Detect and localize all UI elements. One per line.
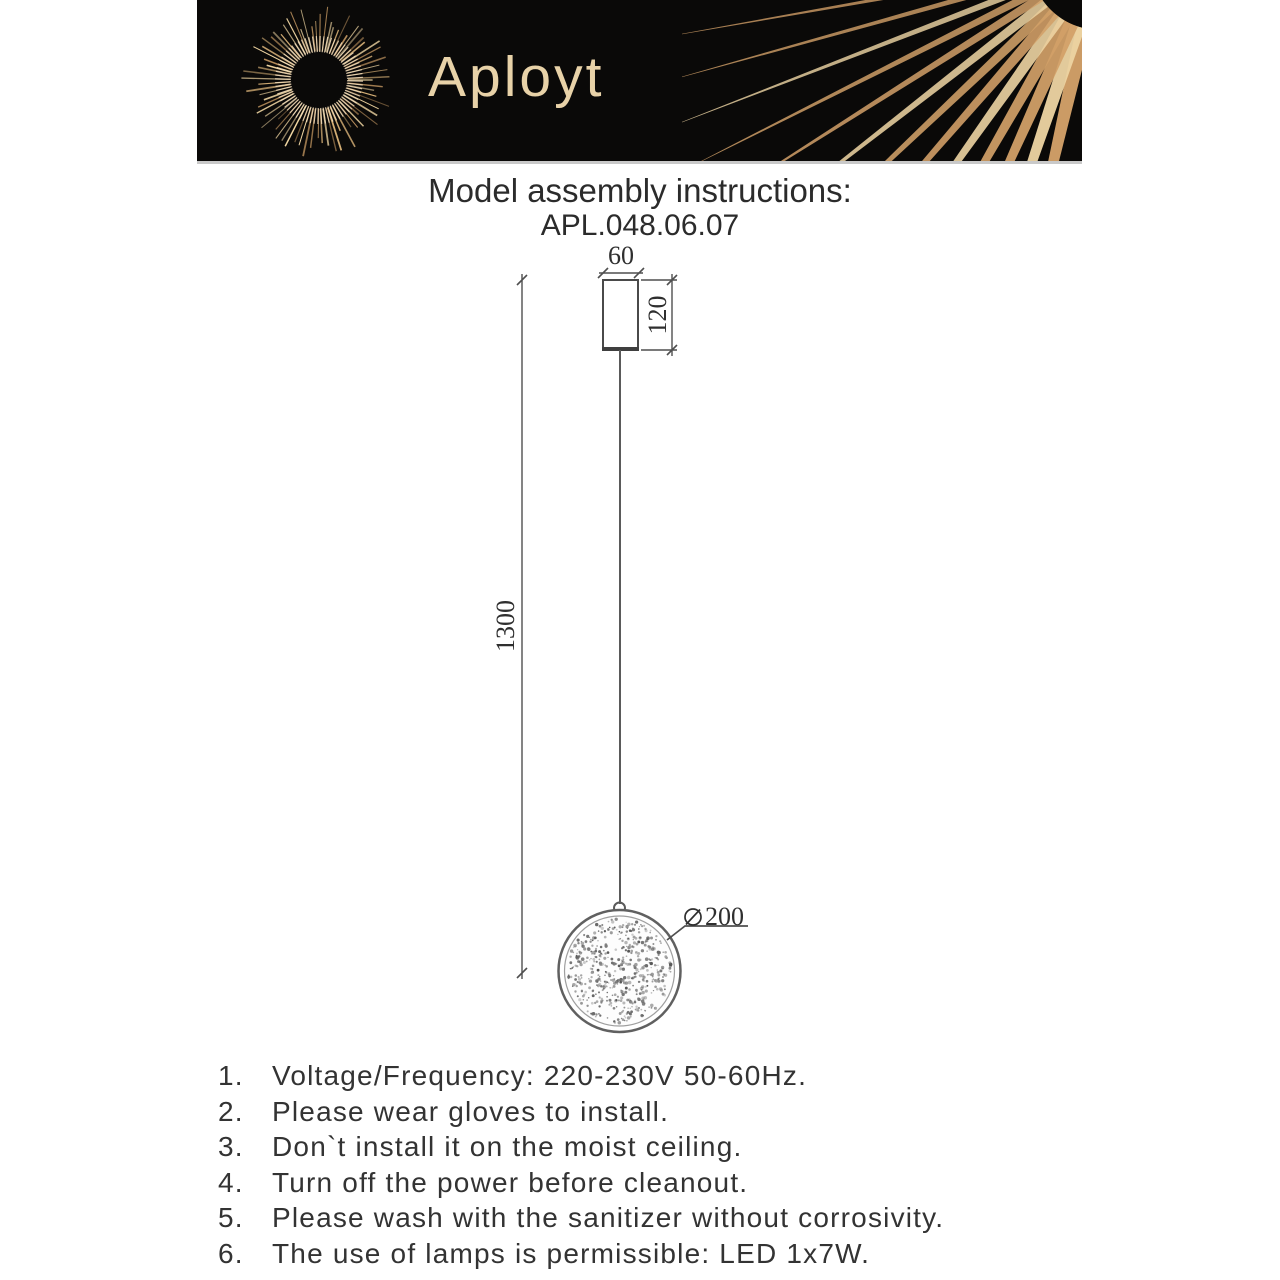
dimension-label-1300: 1300	[491, 600, 520, 652]
dimension-label-200: 200	[705, 902, 744, 931]
item-text: Please wash with the sanitizer without corrosivity.	[272, 1202, 945, 1234]
item-number: 2.	[218, 1095, 244, 1127]
page-title: Model assembly instructions:	[428, 172, 852, 209]
diameter-icon	[685, 909, 701, 925]
item-text: Please wear gloves to install.	[272, 1095, 670, 1127]
list-item	[218, 1058, 1178, 1094]
item-number: 1.	[218, 1060, 244, 1091]
list-item	[218, 1200, 1178, 1236]
assembly-diagram	[460, 240, 800, 1050]
brand-name: Aployt	[428, 45, 605, 109]
dimension-canopy-width	[598, 241, 644, 278]
list-item	[218, 1129, 1178, 1165]
dimension-sphere-diameter	[667, 902, 748, 940]
item-number: 4.	[218, 1166, 244, 1198]
radiating-rays-icon	[682, 0, 1082, 161]
model-code: APL.048.06.07	[540, 209, 740, 242]
item-number: 6.	[218, 1237, 244, 1269]
dimension-label-60: 60	[608, 241, 634, 270]
item-text: Turn off the power before cleanout.	[272, 1166, 749, 1198]
dimension-label-120: 120	[643, 295, 672, 335]
brand-banner	[197, 0, 1082, 164]
list-item	[218, 1236, 1178, 1272]
starburst-icon	[237, 0, 407, 161]
item-text: Don`t install it on the moist ceiling.	[272, 1131, 743, 1163]
list-item	[218, 1165, 1178, 1201]
instruction-list	[218, 1058, 1178, 1272]
lamp-sphere	[559, 910, 681, 1032]
ceiling-canopy	[602, 280, 639, 350]
item-number: 3.	[218, 1131, 244, 1163]
title-block	[0, 172, 1280, 243]
list-item	[218, 1094, 1178, 1130]
dimension-suspension-length	[491, 274, 527, 979]
dimension-canopy-height	[641, 274, 677, 356]
item-text: Voltage/Frequency: 220-230V 50-60Hz.	[272, 1060, 808, 1091]
item-text: The use of lamps is permissible: LED 1x7W.	[272, 1237, 871, 1269]
item-number: 5.	[218, 1202, 244, 1234]
